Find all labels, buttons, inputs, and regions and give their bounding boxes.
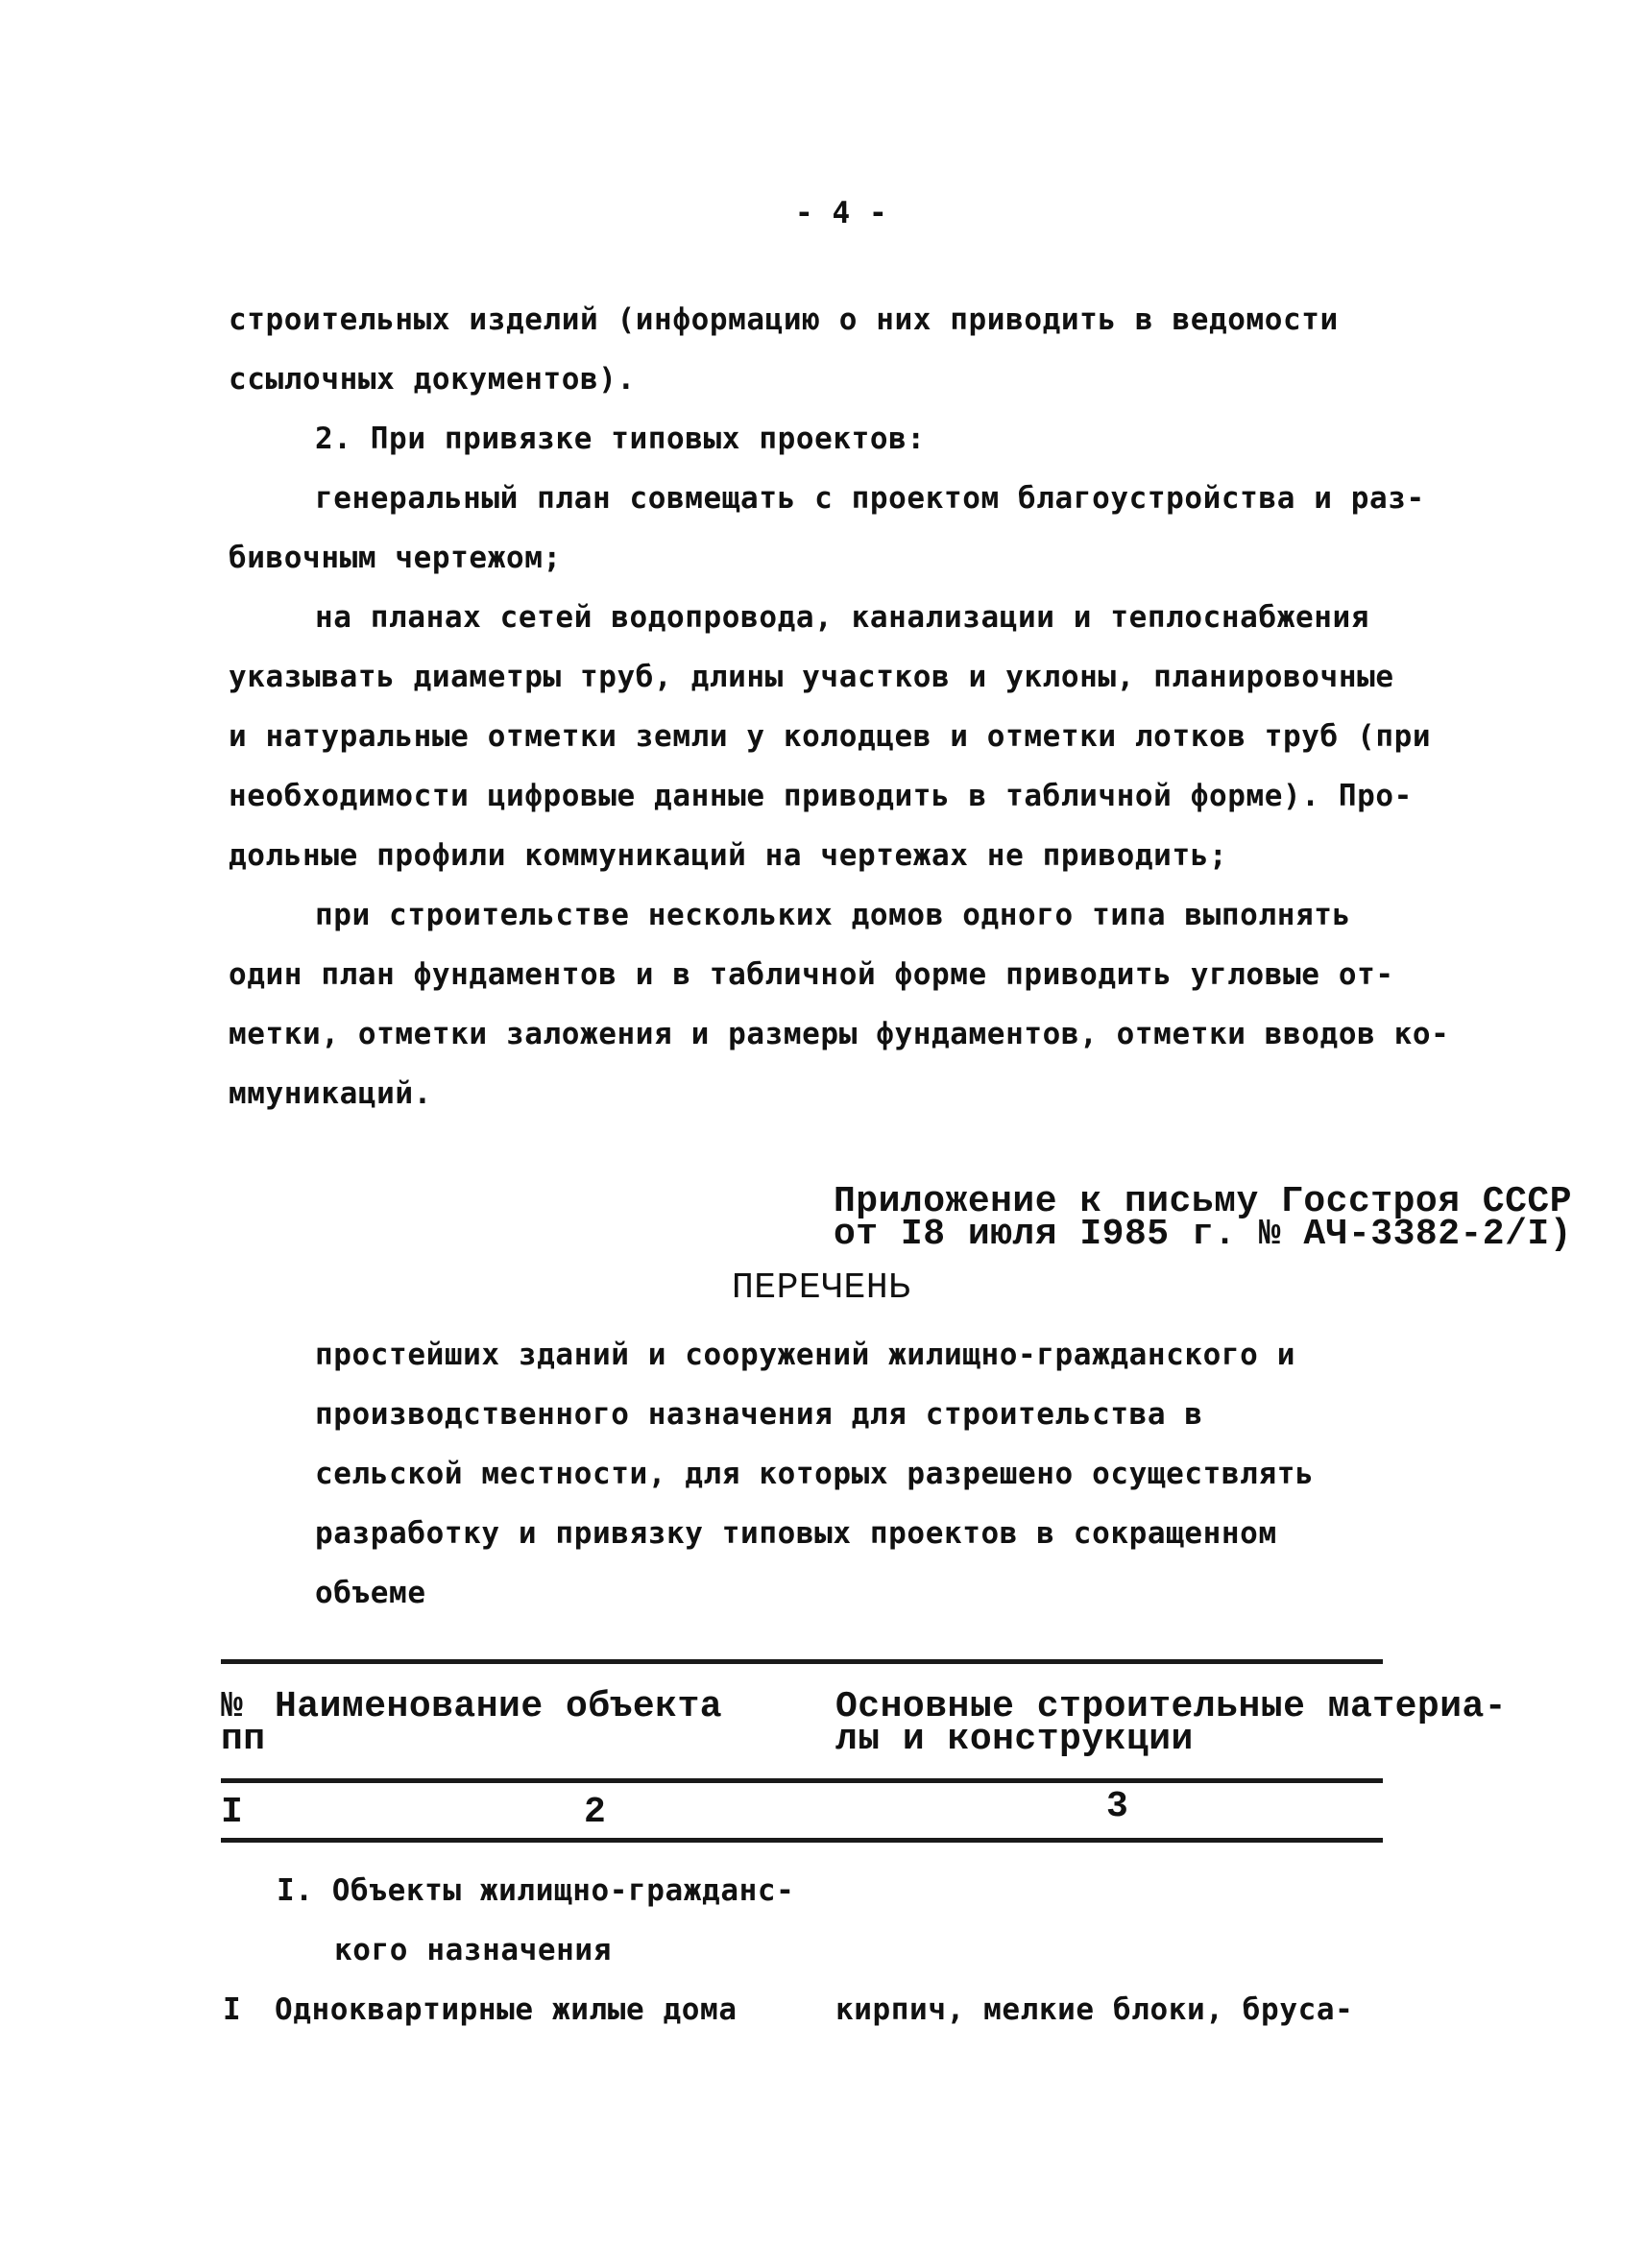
paragraph-line: бивочным чертежом; bbox=[229, 541, 562, 575]
column-number: 3 bbox=[1106, 1786, 1129, 1827]
table-body-rule bbox=[221, 1838, 1383, 1843]
page-number: - 4 - bbox=[795, 196, 888, 230]
paragraph-line: указывать диаметры труб, длины участков и уклоны, планировочные bbox=[229, 660, 1394, 694]
paragraph-line: дольные профили коммуникаций на чертежах не приводить; bbox=[229, 838, 1228, 873]
row-number: I bbox=[223, 1992, 242, 2027]
subtitle-line: простейших зданий и сооружений жилищно-гражданского и bbox=[315, 1338, 1295, 1372]
paragraph-line: на планах сетей водопровода, канализации и теплоснабжения bbox=[315, 600, 1370, 635]
header-materials: лы и конструкции bbox=[835, 1719, 1194, 1760]
subtitle-line: производственного назначения для строительства в bbox=[315, 1397, 1203, 1432]
appendix-line-2: от I8 июля I985 г. № АЧ-3382-2/I) bbox=[834, 1214, 1573, 1255]
paragraph-line: ссылочных документов). bbox=[229, 362, 636, 397]
row-materials: кирпич, мелкие блоки, бруса- bbox=[835, 1992, 1354, 2027]
column-number: I bbox=[221, 1792, 244, 1833]
list-title: ПЕРЕЧЕНЬ bbox=[732, 1267, 911, 1309]
table-top-rule bbox=[221, 1659, 1383, 1664]
paragraph-line: один план фундаментов и в табличной форме приводить угловые от- bbox=[229, 957, 1394, 992]
appendix-line-1: Приложение к письму Госстроя СССР bbox=[834, 1181, 1573, 1222]
paragraph-line: строительных изделий (информацию о них приводить в ведомости bbox=[229, 302, 1339, 337]
section-heading: кого назначения bbox=[334, 1933, 612, 1967]
table-header-rule bbox=[221, 1778, 1383, 1783]
section-heading: I. Объекты жилищно-гражданс- bbox=[277, 1873, 795, 1908]
row-name: Одноквартирные жилые дома bbox=[275, 1992, 738, 2027]
column-number: 2 bbox=[584, 1792, 607, 1833]
paragraph-line: ммуникаций. bbox=[229, 1076, 432, 1111]
paragraph-line: при строительстве нескольких домов одного типа выполнять bbox=[315, 898, 1351, 932]
subtitle-line: разработку и привязку типовых проектов в сокращенном bbox=[315, 1516, 1277, 1551]
paragraph-line: метки, отметки заложения и размеры фундаментов, отметки вводов ко- bbox=[229, 1017, 1450, 1051]
header-number: пп bbox=[221, 1719, 266, 1760]
paragraph-line: необходимости цифровые данные приводить в табличной форме). Про- bbox=[229, 779, 1413, 813]
header-name: Наименование объекта bbox=[275, 1686, 723, 1727]
paragraph-line: 2. При привязке типовых проектов: bbox=[315, 422, 926, 456]
header-materials: Основные строительные материа- bbox=[835, 1686, 1508, 1727]
paragraph-line: и натуральные отметки земли у колодцев и отметки лотков труб (при bbox=[229, 719, 1432, 754]
subtitle-line: объеме bbox=[315, 1576, 426, 1610]
header-number: № bbox=[221, 1686, 244, 1727]
paragraph-line: генеральный план совмещать с проектом благоустройства и раз- bbox=[315, 481, 1425, 516]
subtitle-line: сельской местности, для которых разрешено осуществлять bbox=[315, 1457, 1315, 1491]
